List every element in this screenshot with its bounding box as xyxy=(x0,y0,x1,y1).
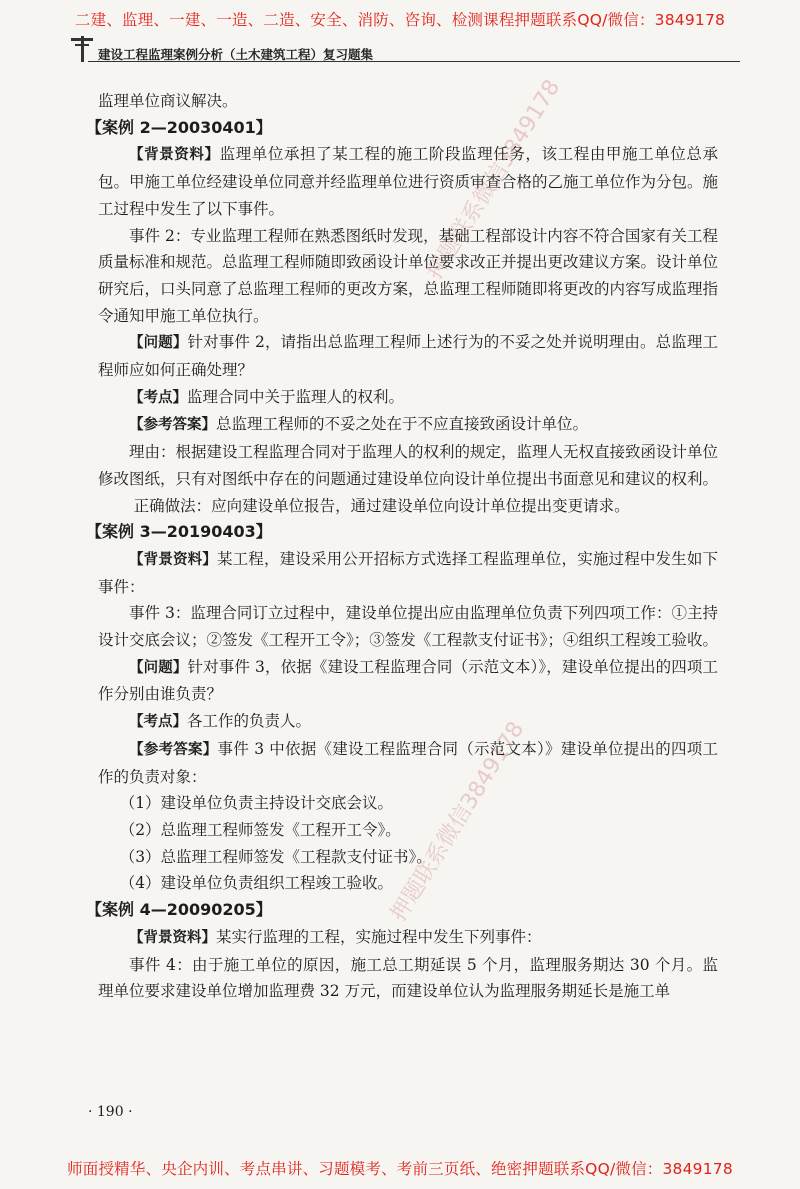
list-item: （3）总监理工程师签发《工程款支付证书》。 xyxy=(119,847,432,866)
header-logo-icon xyxy=(70,34,96,64)
paragraph-text: 总监理工程师的不妥之处在于不应直接致函设计单位。 xyxy=(216,415,589,434)
paragraph-text: 针对事件 3，依据《建设工程监理合同（示范文本）》，建设单位提出的四项工作分别由谁负责？ xyxy=(98,657,718,704)
paragraph: 事件 4：由于施工单位的原因，施工总工期延误 5 个月，监理服务期达 30 个月。监理单位要求建设单位增加监理费 32 万元，而建设单位认为监理服务期延长是施工单 xyxy=(98,955,718,1001)
label-tag: 【问题】 xyxy=(129,659,188,676)
page-body xyxy=(86,88,719,1005)
list-item: （4）建设单位负责组织工程竣工验收。 xyxy=(119,874,394,893)
paragraph: 正确做法：应向建设单位报告，通过建设单位向设计单位提出变更请求。 xyxy=(133,496,630,515)
paragraph xyxy=(98,141,718,222)
paragraph-text: 某实行监理的工程，实施过程中发生下列事件： xyxy=(216,927,542,946)
page-number: · 190 · xyxy=(88,1104,133,1120)
label-tag: 【问题】 xyxy=(129,335,188,352)
paragraph xyxy=(98,708,718,736)
paragraph-text: 监理合同中关于监理人的权利。 xyxy=(187,387,405,406)
label-tag: 【参考答案】 xyxy=(129,417,216,434)
paragraph xyxy=(98,546,718,600)
case-heading: 【案例 3—20190403】 xyxy=(86,522,272,542)
label-tag: 【背景资料】 xyxy=(129,551,217,568)
watermark-text: 押题联系微信3849178 xyxy=(422,75,566,284)
watermark-text: 押题联系微信3849178 xyxy=(386,717,530,926)
paragraph xyxy=(98,329,718,383)
label-tag: 【背景资料】 xyxy=(129,929,216,946)
paragraph xyxy=(98,411,718,439)
paragraph: 事件 2：专业监理工程师在熟悉图纸时发现，基础工程部设计内容不符合国家有关工程质量标准和规范。总监理工程师随即致函设计单位要求改正并提出更改建议方案。设计单位研究后，口头同意了总监理工程师的更改方案，总监理工程师随即将更改的内容写成监理指令通知甲施工单位执行。 xyxy=(98,226,719,325)
header-rule xyxy=(88,61,740,62)
paragraph: 事件 3：监理合同订立过程中，建设单位提出应由监理单位负责下列四项工作：①主持设计交底会议；②签发《工程开工令》；③签发《工程款支付证书》；④组织工程竣工验收。 xyxy=(98,604,719,650)
paragraph-text: 事件 3 中依据《建设工程监理合同（示范文本）》建设单位提出的四项工作的负责对象： xyxy=(98,739,719,786)
label-tag: 【参考答案】 xyxy=(129,741,218,758)
label-tag: 【背景资料】 xyxy=(129,147,220,164)
paragraph xyxy=(98,736,718,790)
paragraph xyxy=(98,924,718,952)
paragraph-text: 某工程，建设采用公开招标方式选择工程监理单位，实施过程中发生如下事件： xyxy=(98,549,719,596)
paragraph-text: 针对事件 2，请指出总监理工程师上述行为的不妥之处并说明理由。总监理工程师应如何正确处理？ xyxy=(98,333,718,380)
paragraph xyxy=(98,654,718,708)
label-tag: 【考点】 xyxy=(129,389,187,406)
paragraph: 监理单位商议解决。 xyxy=(98,92,238,110)
running-header xyxy=(70,34,740,64)
paragraph: 理由：根据建设工程监理合同对于监理人的权利的规定，监理人无权直接致函设计单位修改图纸，只有对图纸中存在的问题通过建设单位向设计单位提出书面意见和建议的权利。 xyxy=(98,443,719,488)
paragraph-text: 各工作的负责人。 xyxy=(187,712,312,731)
paragraph-text: 监理单位承担了某工程的施工阶段监理任务，该工程由甲施工单位总承包。甲施工单位经建设单位同意并经监理单位进行资质审查合格的乙施工单位作为分包。施工过程中发生了以下事件。 xyxy=(98,145,719,218)
bottom-ad-banner: 师面授精华、央企内训、考点串讲、习题模考、考前三页纸、绝密押题联系QQ/微信：3849178 xyxy=(67,1160,733,1178)
label-tag: 【考点】 xyxy=(129,714,187,731)
top-ad-banner: 二建、监理、一建、一造、二造、安全、消防、咨询、检测课程押题联系QQ/微信：3849178 xyxy=(74,11,726,29)
list-item: （2）总监理工程师签发《工程开工令》。 xyxy=(119,820,401,839)
case-heading: 【案例 4—20090205】 xyxy=(86,900,272,920)
paragraph xyxy=(98,384,718,412)
case-heading: 【案例 2—20030401】 xyxy=(86,117,272,137)
header-title: 建设工程监理案例分析（土木建筑工程）复习题集 xyxy=(98,47,374,62)
list-item: （1）建设单位负责主持设计交底会议。 xyxy=(119,794,394,813)
